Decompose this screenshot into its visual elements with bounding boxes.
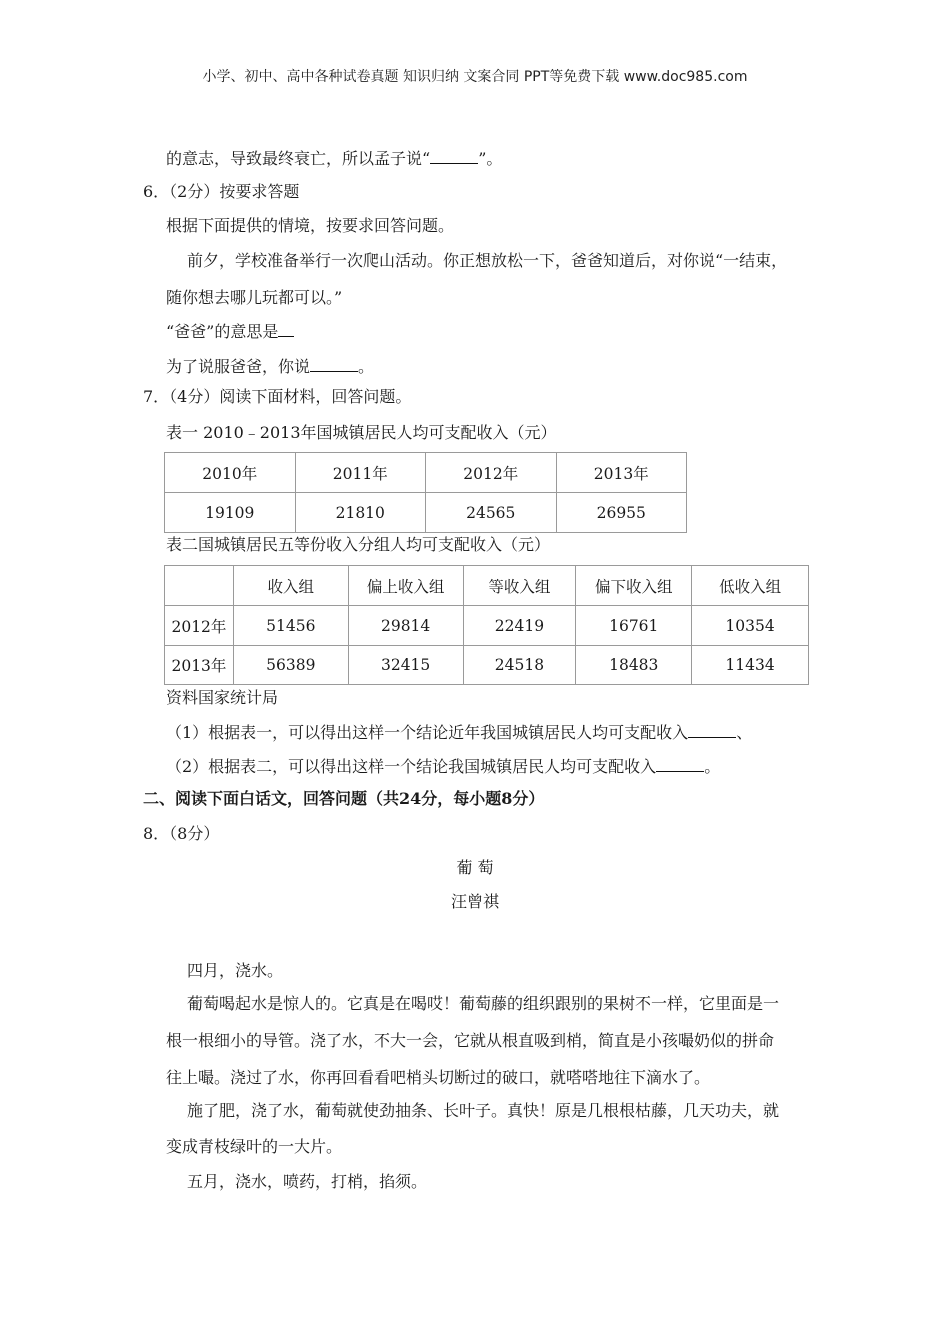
q6-para2: 随你想去哪儿玩都可以。”: [166, 288, 343, 307]
table2-cell: 56389: [233, 646, 348, 685]
table2-row-label: 2012年: [165, 606, 234, 646]
q6-para1: 前夕，学校准备举行一次爬山活动。你正想放松一下，爸爸知道后，对你说“一结束，: [187, 251, 788, 270]
q6-meaning-blank[interactable]: [278, 320, 294, 337]
table2-cell: 29814: [348, 606, 463, 646]
q5-line: 的意志，导致最终衰亡，所以孟子说“ ”。: [166, 149, 503, 168]
passage-p2-line2: 根一根细小的导管。浇了水，不大一会，它就从根直吸到梢，简直是小孩嘬奶似的拼命: [166, 1031, 775, 1050]
table1-value-cell: 19109: [165, 493, 296, 533]
table1-header-cell: 2010年: [165, 453, 296, 493]
passage-title: 葡 萄: [456, 858, 494, 877]
table2-header-cell: 偏下收入组: [576, 566, 692, 606]
q6-meaning: “爸爸”的意思是: [166, 320, 294, 342]
table2-cell: 22419: [463, 606, 576, 646]
table2-header-cell: [165, 566, 234, 606]
q6-persuade-blank[interactable]: [310, 355, 358, 372]
passage-p3-line2: 变成青枝绿叶的一大片。: [166, 1137, 343, 1156]
table2-header-cell: 收入组: [233, 566, 348, 606]
table2-cell: 24518: [463, 646, 576, 685]
table1-header-cell: 2011年: [295, 453, 426, 493]
passage-p4: 五月，浇水，喷药，打梢，掐须。: [187, 1172, 428, 1191]
table2-title: 表二国城镇居民五等份收入分组人均可支配收入（元）: [166, 535, 551, 554]
table1-value-cell: 24565: [426, 493, 557, 533]
q7-sub1: （1）根据表一，可以得出这样一个结论近年我国城镇居民人均可支配收入 、: [166, 723, 753, 742]
table1-header-cell: 2013年: [556, 453, 687, 493]
table1-value-cell: 21810: [295, 493, 426, 533]
passage-p2-line3: 往上嘬。浇过了水，你再回看看吧梢头切断过的破口，就嗒嗒地往下滴水了。: [166, 1068, 711, 1087]
table2-cell: 11434: [692, 646, 809, 685]
q6-persuade: 为了说服爸爸，你说 。: [166, 357, 375, 376]
table-row: [165, 646, 809, 685]
table1-value-cell: 26955: [556, 493, 687, 533]
q8-number: 8．（8分）: [143, 824, 220, 843]
table2-header-cell: 低收入组: [692, 566, 809, 606]
table2: [164, 565, 809, 685]
q6-number: 6．（2分）按要求答题: [143, 182, 300, 201]
table2-cell: 18483: [576, 646, 692, 685]
table2-header-cell: 偏上收入组: [348, 566, 463, 606]
table1-header-cell: 2012年: [426, 453, 557, 493]
table1: [164, 452, 687, 533]
passage-author: 汪曾祺: [450, 892, 499, 911]
data-source: 资料国家统计局: [166, 688, 279, 707]
table-row: [165, 606, 809, 646]
q6-intro: 根据下面提供的情境，按要求回答问题。: [166, 216, 455, 235]
table2-cell: 51456: [233, 606, 348, 646]
q7-number: 7．（4分）阅读下面材料，回答问题。: [143, 387, 412, 406]
q7-sub2: （2）根据表二，可以得出这样一个结论我国城镇居民人均可支配收入 。: [166, 757, 721, 776]
q5-blank[interactable]: [430, 147, 478, 164]
passage-p3-line1: 施了肥，浇了水，葡萄就使劲抽条、长叶子。真快！原是几根根枯藤，几天功夫，就: [187, 1101, 780, 1120]
table2-cell: 16761: [576, 606, 692, 646]
passage-p2-line1: 葡萄喝起水是惊人的。它真是在喝哎！葡萄藤的组织跟别的果树不一样，它里面是一: [187, 994, 780, 1013]
q7-sub1-blank[interactable]: [688, 721, 736, 738]
table2-cell: 10354: [692, 606, 809, 646]
passage-p1: 四月，浇水。: [187, 961, 284, 980]
table2-cell: 32415: [348, 646, 463, 685]
table2-row-label: 2013年: [165, 646, 234, 685]
q7-sub2-blank[interactable]: [656, 755, 704, 772]
table1-title: 表一 2010﹣2013年国城镇居民人均可支配收入（元）: [166, 423, 557, 442]
section2-heading: 二、阅读下面白话文，回答问题（共24分，每小题8分）: [143, 789, 545, 808]
page-header: 小学、初中、高中各种试卷真题 知识归纳 文案合同 PPT等免费下载 www.doc985.com: [202, 69, 748, 85]
table2-header-cell: 等收入组: [463, 566, 576, 606]
